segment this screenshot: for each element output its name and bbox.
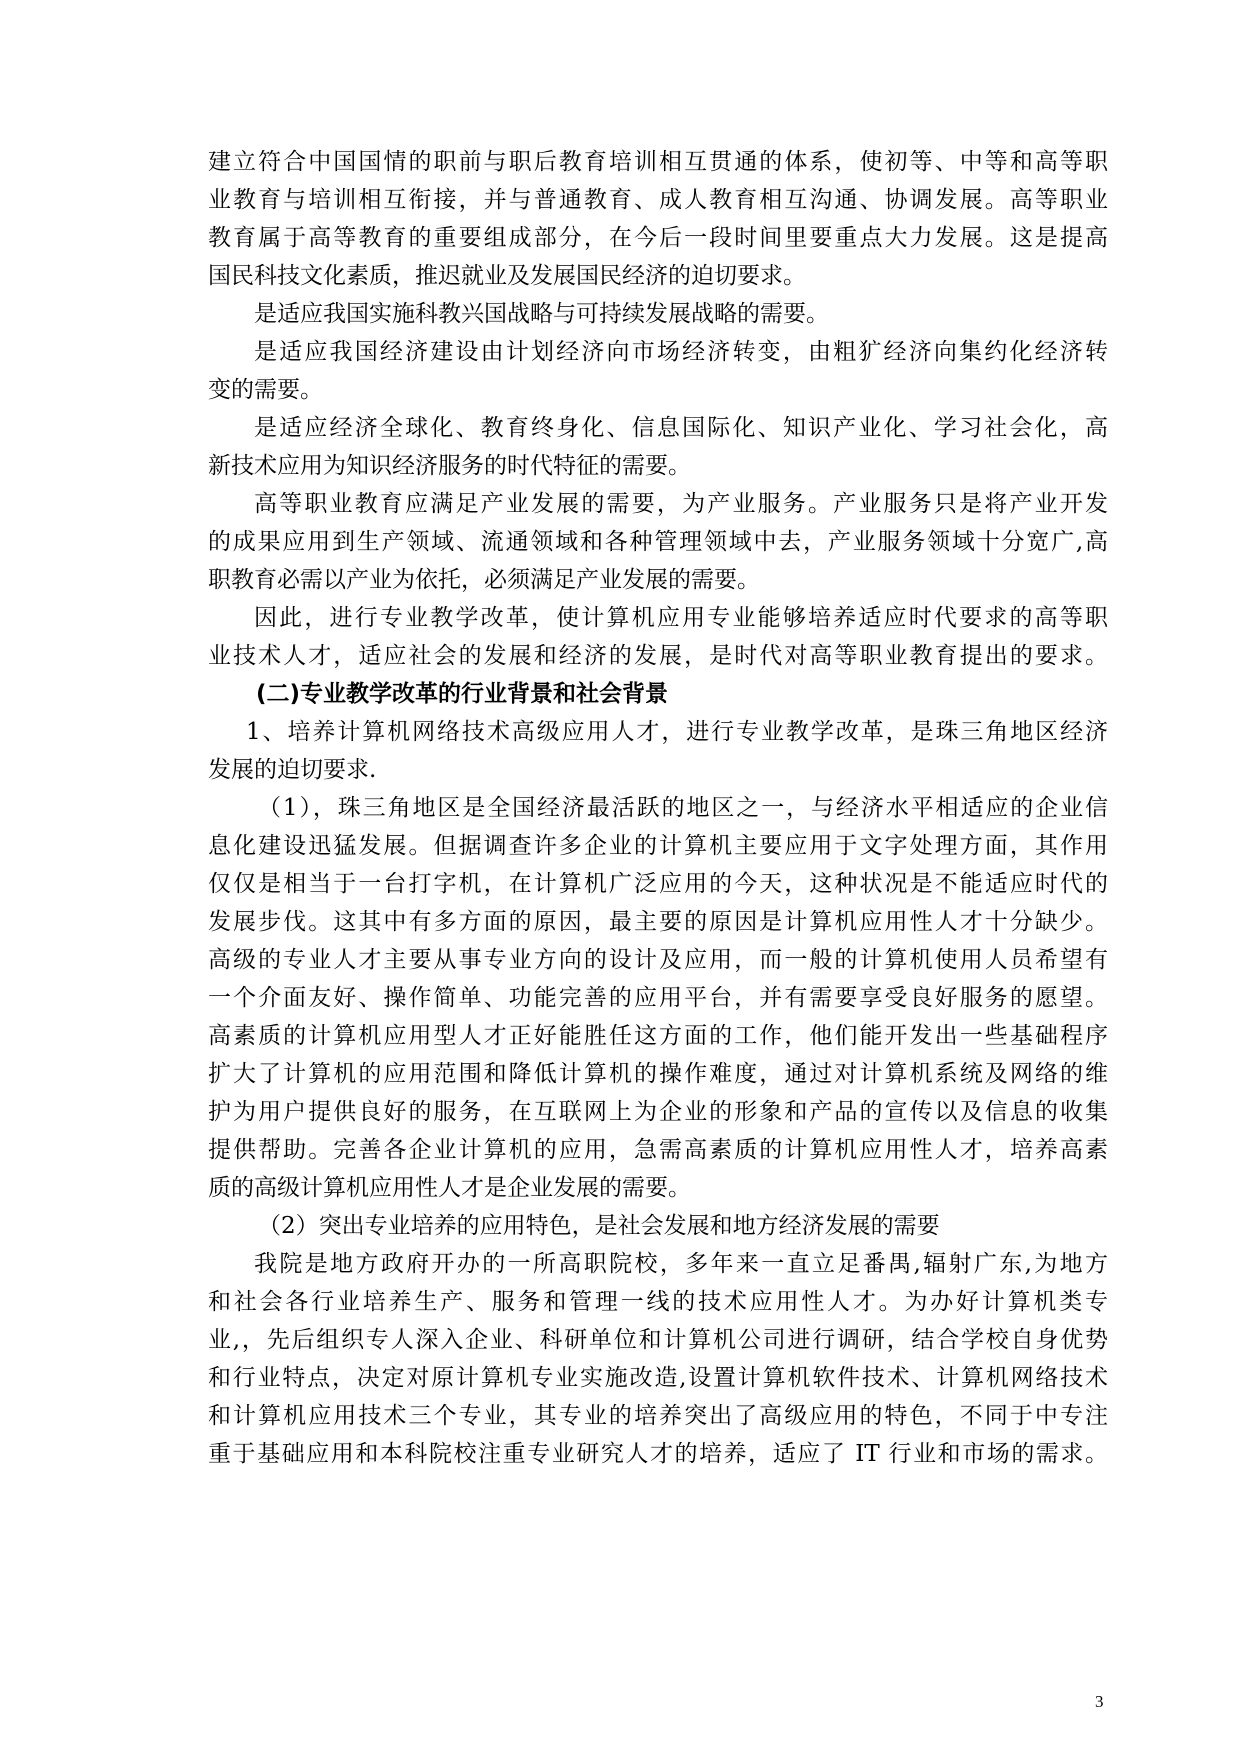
text-line: 新技术应用为知识经济服务的时代特征的需要。 bbox=[208, 453, 691, 479]
text-line: 是适应我国经济建设由计划经济向市场经济转变，由粗犷经济向集约化经济转 bbox=[254, 339, 1108, 365]
text-line: 是适应我国实施科教兴国战略与可持续发展战略的需要。 bbox=[254, 301, 829, 327]
text-line: 业,，先后组织专人深入企业、科研单位和计算机公司进行调研，结合学校自身优势 bbox=[208, 1327, 1108, 1353]
text-line: 1、培养计算机网络技术高级应用人才，进行专业教学改革，是珠三角地区经济 bbox=[246, 719, 1108, 745]
text-line: 高等职业教育应满足产业发展的需要，为产业服务。产业服务只是将产业开发 bbox=[254, 491, 1108, 517]
text-line: 发展的迫切要求. bbox=[208, 757, 377, 783]
text-line: （1），珠三角地区是全国经济最活跃的地区之一，与经济水平相适应的企业信 bbox=[258, 795, 1108, 821]
text-line: 提供帮助。完善各企业计算机的应用，急需高素质的计算机应用性人才，培养高素 bbox=[208, 1137, 1108, 1163]
text-line: 的成果应用到生产领域、流通领域和各种管理领域中去，产业服务领域十分宽广,高 bbox=[208, 529, 1108, 555]
text-line: 护为用户提供良好的服务，在互联网上为企业的形象和产品的宣传以及信息的收集 bbox=[208, 1099, 1108, 1125]
text-line: 质的高级计算机应用性人才是企业发展的需要。 bbox=[208, 1175, 691, 1201]
text-line: 是适应经济全球化、教育终身化、信息国际化、知识产业化、学习社会化，高 bbox=[254, 415, 1108, 441]
text-line: 业教育与培训相互衔接，并与普通教育、成人教育相互沟通、协调发展。高等职业 bbox=[208, 187, 1108, 213]
text-line: 建立符合中国国情的职前与职后教育培训相互贯通的体系，使初等、中等和高等职 bbox=[208, 149, 1108, 175]
text-line: 国民科技文化素质，推迟就业及发展国民经济的迫切要求。 bbox=[208, 263, 806, 289]
text-line: 和社会各行业培养生产、服务和管理一线的技术应用性人才。为办好计算机类专 bbox=[208, 1289, 1108, 1315]
text-line: 息化建设迅猛发展。但据调查许多企业的计算机主要应用于文字处理方面，其作用 bbox=[208, 833, 1108, 859]
text-line: 变的需要。 bbox=[208, 377, 323, 403]
text-line: 发展步伐。这其中有多方面的原因，最主要的原因是计算机应用性人才十分缺少。 bbox=[208, 909, 1108, 935]
text-line: 因此，进行专业教学改革，使计算机应用专业能够培养适应时代要求的高等职 bbox=[254, 605, 1108, 631]
text-line: 和行业特点，决定对原计算机专业实施改造,设置计算机软件技术、计算机网络技术 bbox=[208, 1365, 1108, 1391]
text-line: 高级的专业人才主要从事专业方向的设计及应用，而一般的计算机使用人员希望有 bbox=[208, 947, 1108, 973]
page-number: 3 bbox=[1095, 1692, 1104, 1711]
text-line: 一个介面友好、操作简单、功能完善的应用平台，并有需要享受良好服务的愿望。 bbox=[208, 985, 1108, 1011]
text-line: 重于基础应用和本科院校注重专业研究人才的培养，适应了 IT 行业和市场的需求。 bbox=[208, 1441, 1108, 1467]
text-line: 我院是地方政府开办的一所高职院校，多年来一直立足番禺,辐射广东,为地方 bbox=[254, 1251, 1108, 1277]
section-heading: (二)专业教学改革的行业背景和社会背景 bbox=[256, 681, 669, 707]
text-line: 高素质的计算机应用型人才正好能胜任这方面的工作，他们能开发出一些基础程序 bbox=[208, 1023, 1108, 1049]
text-line: 业技术人才，适应社会的发展和经济的发展，是时代对高等职业教育提出的要求。 bbox=[208, 643, 1108, 669]
text-line: （2）突出专业培养的应用特色，是社会发展和地方经济发展的需要 bbox=[258, 1213, 940, 1239]
text-line: 扩大了计算机的应用范围和降低计算机的操作难度，通过对计算机系统及网络的维 bbox=[208, 1061, 1108, 1087]
text-line: 仅仅是相当于一台打字机，在计算机广泛应用的今天，这种状况是不能适应时代的 bbox=[208, 871, 1108, 897]
text-line: 教育属于高等教育的重要组成部分，在今后一段时间里要重点大力发展。这是提高 bbox=[208, 225, 1108, 251]
text-line: 职教育必需以产业为依托，必须满足产业发展的需要。 bbox=[208, 567, 760, 593]
text-line: 和计算机应用技术三个专业，其专业的培养突出了高级应用的特色，不同于中专注 bbox=[208, 1403, 1108, 1429]
